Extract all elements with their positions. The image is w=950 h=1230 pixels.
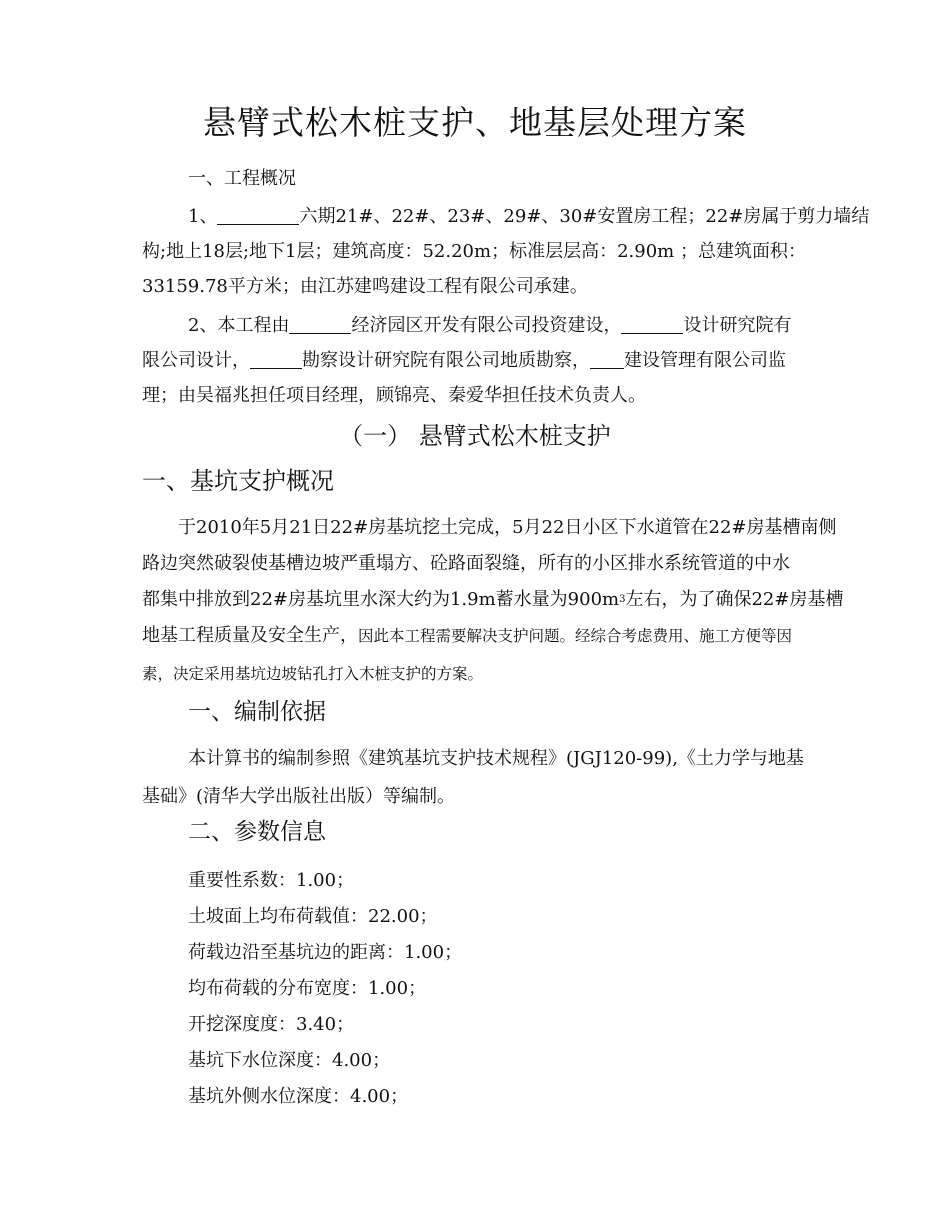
param-item: 重要性系数：1.00；: [188, 870, 355, 891]
blank-field: [289, 315, 351, 334]
pit-line-4-b: 因此本工程需要解决支护问题。经综合考虑费用、施工方便等因: [358, 627, 793, 645]
unit-superscript: 3: [619, 594, 626, 605]
section-heading-overview: 一、工程概况: [188, 168, 296, 189]
param-item: 均布荷载的分布宽度：1.00；: [188, 978, 427, 999]
paragraph-2-line-2-c: 建设管理有限公司监: [624, 350, 786, 371]
pit-line-3-a: 都集中排放到22#房基坑里水深大约为1.9m蓄水量为900m: [142, 589, 620, 610]
paragraph-1-line-3: 33159.78平方米；由江苏建鸣建设工程有限公司承建。: [142, 276, 588, 297]
section-subtitle: （一） 悬臂式松木桩支护: [339, 422, 611, 450]
paragraph-2-line-2-a: 限公司设计，: [142, 350, 250, 371]
blank-field: [621, 315, 683, 334]
paragraph-2-seg-2: 设计研究院有: [683, 315, 792, 336]
paragraph-1-prefix: 1、: [188, 206, 218, 227]
paragraph-1-line-2: 构;地上18层;地下1层；建筑高度：52.20m；标准层层高：2.90m ；总建筑面积：: [142, 241, 806, 262]
heading-pit-support: 一、基坑支护概况: [142, 467, 334, 495]
param-item: 基坑下水位深度：4.00；: [188, 1050, 391, 1071]
basis-paragraph-line-2: 基础》(清华大学出版社出版）等编制。: [142, 786, 456, 807]
pit-line-4-a: 地基工程质量及安全生产，: [142, 625, 358, 646]
pit-paragraph-line-1: 于2010年5月21日22#房基坑挖土完成，5月22日小区下水道管在22#房基槽南侧: [178, 517, 837, 538]
document-title: 悬臂式松木桩支护、地基层处理方案: [203, 103, 747, 142]
heading-parameters: 二、参数信息: [188, 819, 326, 845]
blank-field: [590, 350, 624, 369]
paragraph-2-line-3: 理；由吴福兆担任项目经理，顾锦亮、秦爱华担任技术负责人。: [142, 385, 646, 406]
paragraph-1-text: 六期21#、22#、23#、29#、30#安置房工程；22#房属于剪力墙结: [299, 206, 870, 227]
blank-field: [217, 206, 299, 225]
paragraph-2-line-1: [188, 314, 791, 338]
paragraph-2-seg-1: 经济园区开发有限公司投资建设，: [351, 315, 622, 336]
pit-paragraph-line-2: 路边突然破裂使基槽边坡严重塌方、砼路面裂缝，所有的小区排水系统管道的中水: [142, 553, 790, 574]
paragraph-1-line-1: [188, 205, 869, 229]
param-item: 荷载边沿至基坑边的距离：1.00；: [188, 942, 463, 963]
heading-basis: 一、编制依据: [188, 699, 326, 725]
blank-field: [250, 350, 302, 369]
pit-paragraph-line-4: [142, 624, 792, 648]
param-item: 开挖深度度：3.40；: [188, 1014, 355, 1035]
paragraph-2-prefix: 2、本工程由: [188, 315, 290, 336]
param-item: 土坡面上均布荷载值：22.00；: [188, 906, 438, 927]
paragraph-2-line-2: [142, 349, 786, 373]
param-item: 基坑外侧水位深度：4.00；: [188, 1086, 409, 1107]
paragraph-2-line-2-b: 勘察设计研究院有限公司地质勘察，: [302, 350, 590, 371]
pit-line-3-b: 左右，为了确保22#房基槽: [625, 589, 844, 610]
basis-paragraph-line-1: 本计算书的编制参照《建筑基坑支护技术规程》(JGJ120-99),《土力学与地基: [188, 748, 804, 769]
pit-paragraph-line-5: 素，决定采用基坑边坡钻孔打入木桩支护的方案。: [142, 665, 484, 683]
pit-paragraph-line-3: [142, 588, 843, 612]
